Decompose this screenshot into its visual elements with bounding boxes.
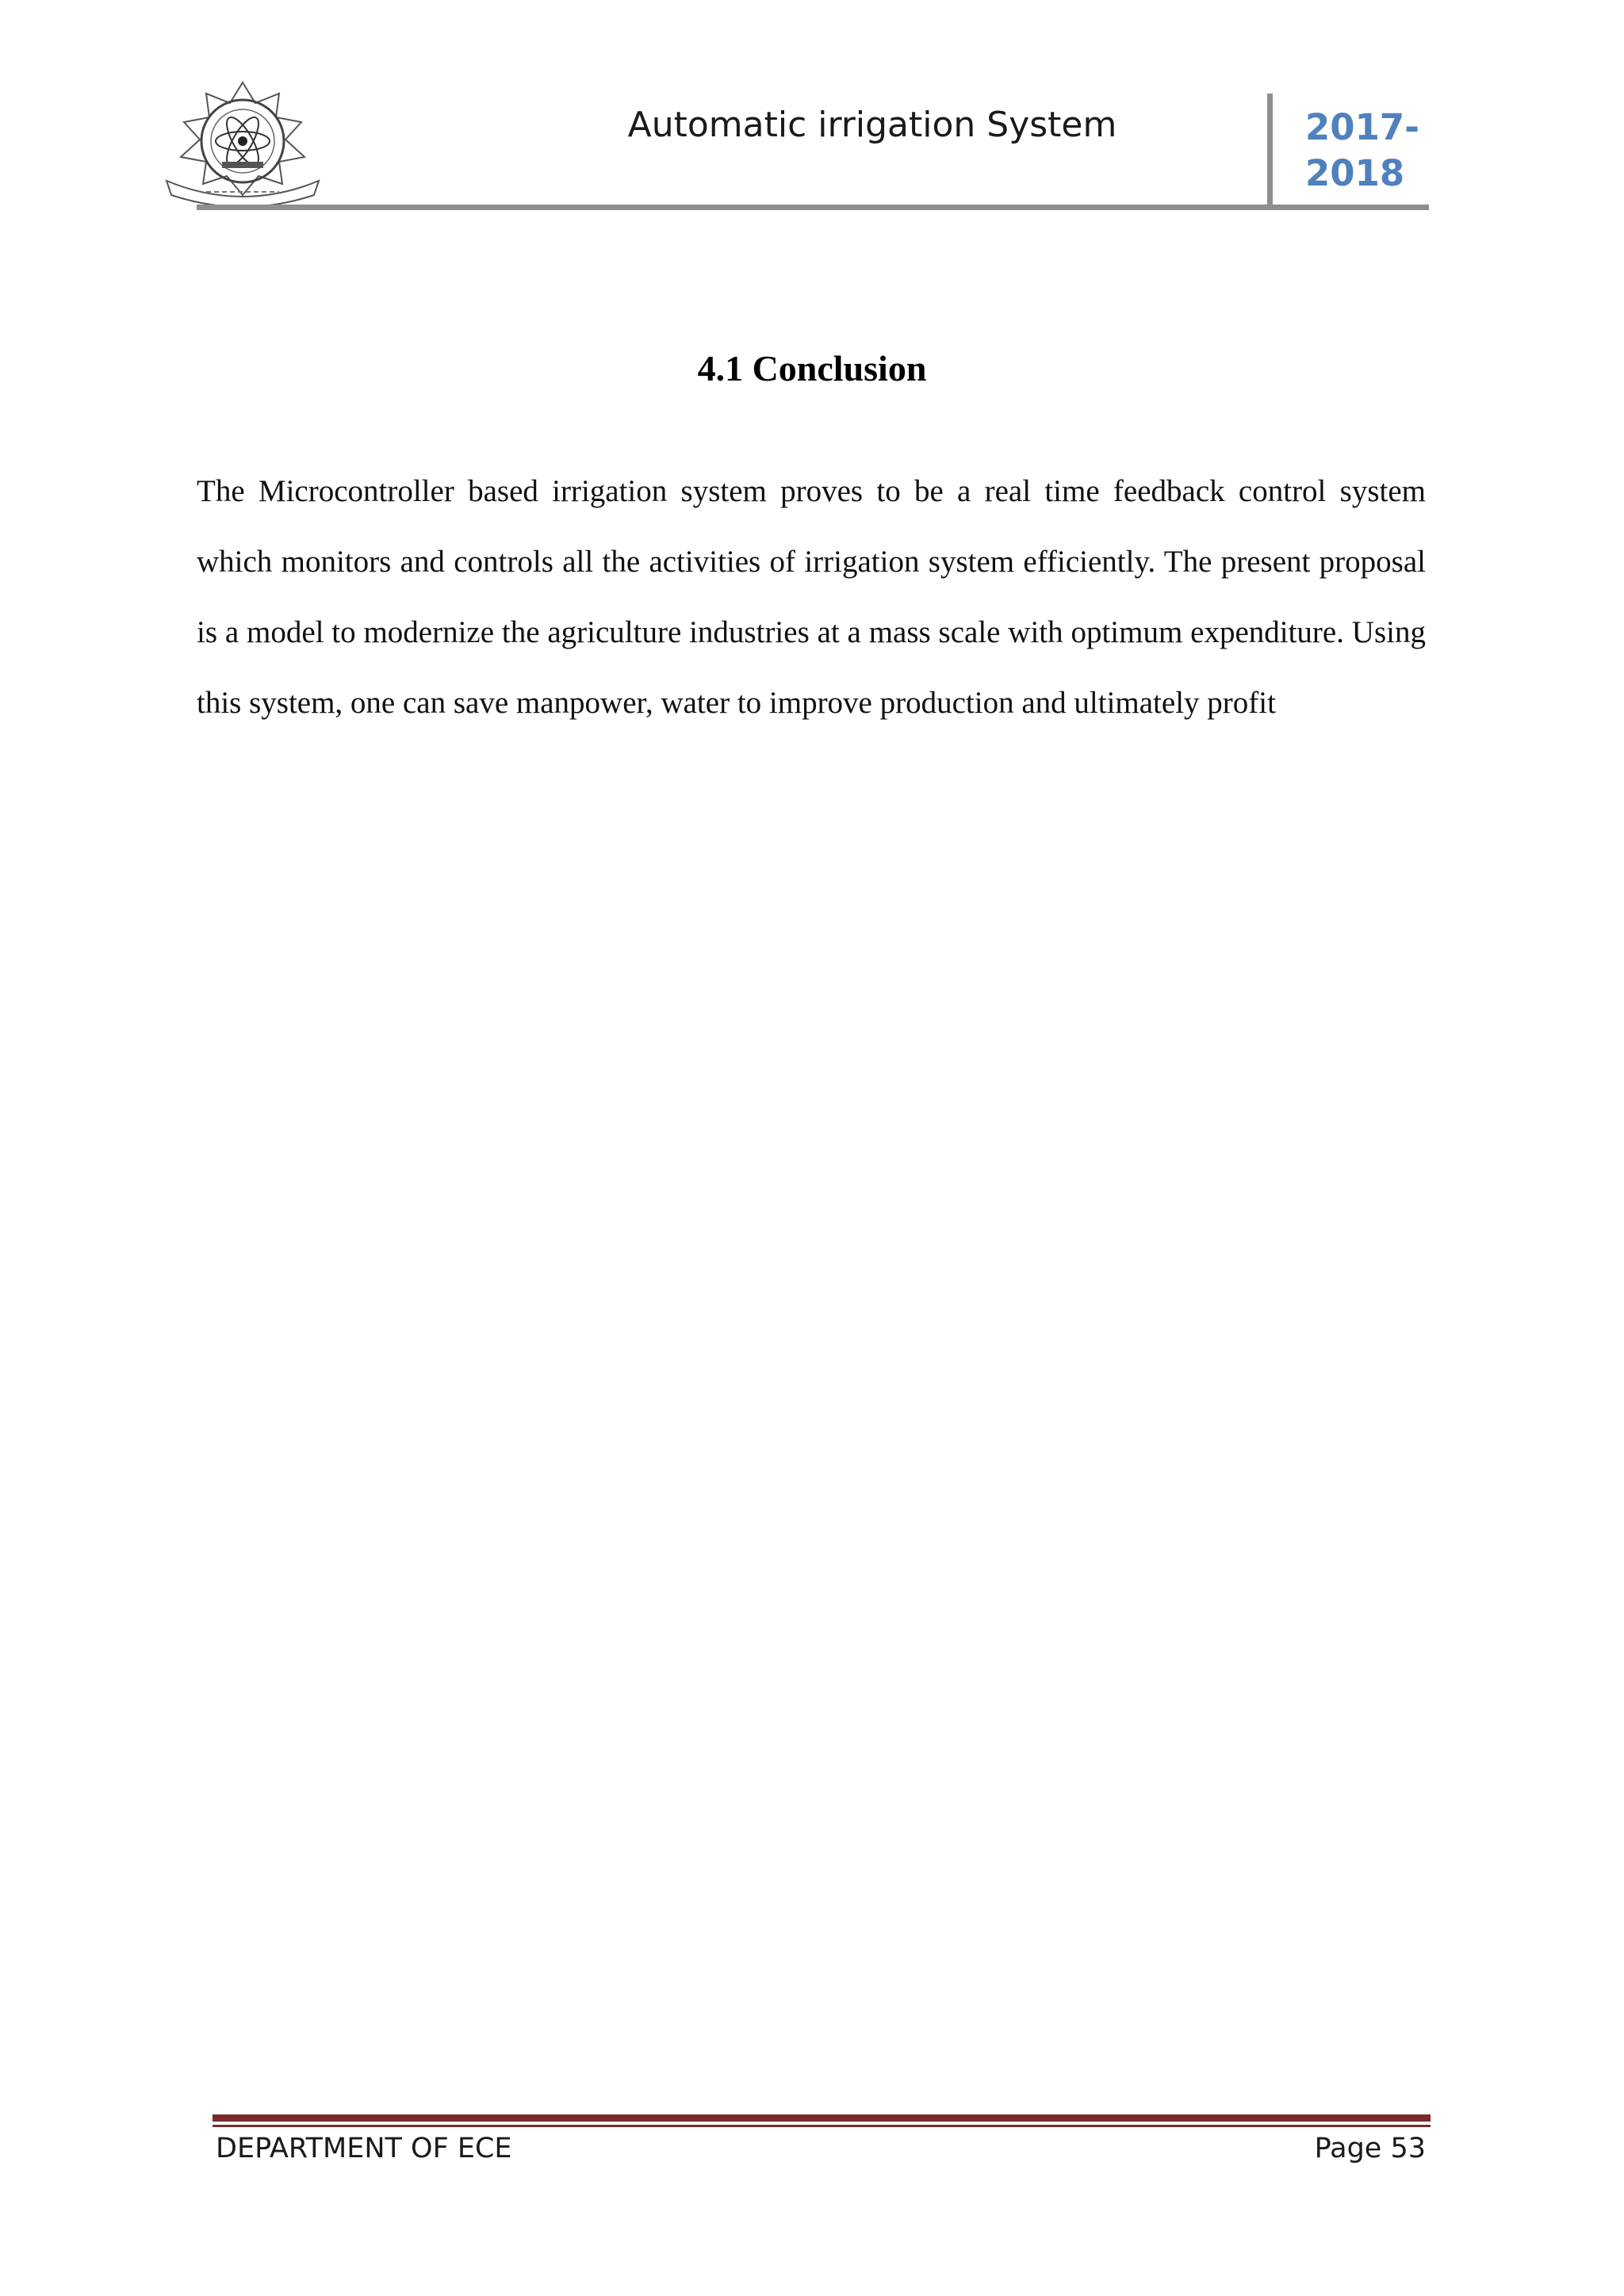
running-header-title: Automatic irrigation System <box>627 105 1117 145</box>
header-vertical-divider <box>1267 94 1273 209</box>
footer-department: DEPARTMENT OF ECE <box>216 2133 512 2164</box>
section-heading: 4.1 Conclusion <box>697 348 927 388</box>
footer-rule-thin <box>213 2125 1431 2127</box>
footer-page-number: Page 53 <box>1314 2133 1426 2164</box>
conclusion-paragraph: The Microcontroller based irrigation system proves to be a real time feedback control system which monitors and controls all the activities of irrigation system efficiently. The present proposal is a model to modernize the agriculture industries at a mass scale with optimum expenditure. Using this system, one can save manpower, water to improve production and ultimately profit <box>197 474 1426 720</box>
footer-rule-thick <box>213 2114 1431 2122</box>
header-horizontal-rule <box>197 205 1429 210</box>
header-year-start: 2017- <box>1305 106 1419 148</box>
header-year-range <box>1305 105 1432 197</box>
header-year-end: 2018 <box>1305 152 1405 194</box>
college-emblem-icon <box>159 79 327 205</box>
